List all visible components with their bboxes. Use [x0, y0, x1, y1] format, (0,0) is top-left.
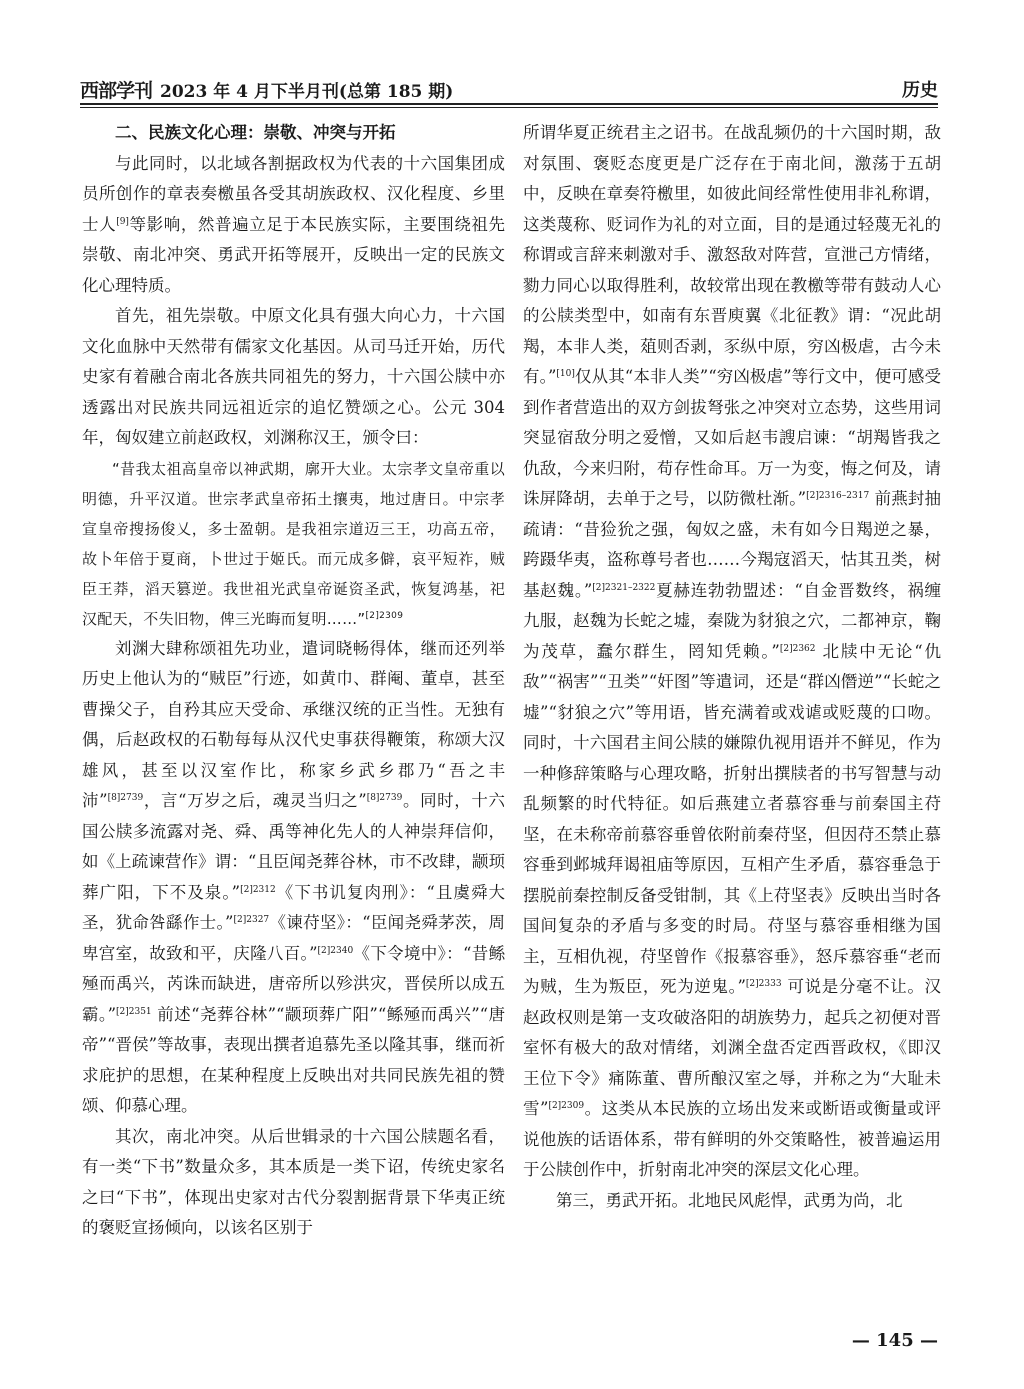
paragraph: 刘渊大肆称颂祖先功业，遣词晓畅得体，继而还列举历史上他认为的“贼臣”行迹，如黄巾、群阉、董卓，甚至曹操父子，自矜其应天受命、承继汉统的正当性。无独有偶，后赵政权的石勒每每从汉代史事获得鞭策，称颂大汉雄风，甚至以汉室作比，称家乡武乡郡乃“吾之丰沛”$^{[8]2739}$，言“万岁之后，魂灵当归之”$^{[8]2739}$。同时，十六国公牍多流露对尧、舜、禹等神化先人的人神崇拜信仰，如《上疏谏营作》谓：“且臣闻尧葬谷林，市不改肆，颛顼葬广阳，下不及泉。”$^{[2]2312}$《下书讥复肉刑》：“且虞舜大圣，犹命咎繇作士。”$^{[2]2327}$《谏苻坚》：“臣闻尧舜茅茨，周卑宫室，故致和平，庆隆八百。”$^{[2]2340}$《下令境中》：“昔鲧殛而禹兴，芮诛而缺进，唐帝所以殄洪灾，晋侯所以成五霸。”$^{[2]2351}$ 前述“尧葬谷林”“颛顼葬广阳”“鲧殛而禹兴”“唐帝”“晋侯”等故事，表现出撰者追慕先圣以隆其事，继而祈求庇护的思想，在某种程度上反映出对共同民族先祖的赞颂、仰慕心理。: [82, 638, 506, 1115]
citation: [2]2309: [548, 1101, 585, 1111]
citation: [9]: [116, 216, 129, 227]
section-heading: 二、民族文化心理：崇敬、冲突与开拓: [115, 123, 396, 142]
paragraph: 其次，南北冲突。从后世辑录的十六国公牍题名看，有一类“下书”数量众多，其本质是一类下诏，传统史家名之曰“下书”，体现出史家对古代分裂割据背景下华夷正统的褒贬宣扬倾向，以该名区别于: [82, 1126, 505, 1237]
header-rule-thin: [80, 107, 938, 108]
citation: [2]2309: [365, 610, 404, 621]
citation: [2]2362: [779, 643, 816, 654]
paragraph: 与此同时，以北域各割据政权为代表的十六国集团成员所创作的章表奏檄虽各受其胡族政权、汉化程度、乡里士人[9]等影响，然普遍立足于本民族实际，主要围绕祖先崇敬、南北冲突、勇武开拓等展开，反映出一定的民族文化心理特质。: [82, 153, 505, 295]
left-column: [82, 118, 505, 1244]
citation: [8]2739: [107, 793, 144, 803]
paragraph: 首先，祖先崇敬。中原文化具有强大向心力，十六国文化血脉中天然带有儒家文化基因。从司马迁开始，历代史家有着融合南北各族共同祖先的努力，十六国公牍中亦透露出对民族共同远祖近宗的追忆赞颂之心。公元 304 年，匈奴建立前赵政权，刘渊称汉王，颁令曰：: [82, 306, 505, 447]
citation: [2]2340: [317, 945, 354, 956]
header-rule: [80, 103, 938, 105]
journal-logo: 西部学刊: [80, 80, 153, 102]
paragraph: 第三，勇武开拓。北地民风彪悍，武勇为尚，北: [556, 1190, 903, 1210]
paragraph: 所谓华夏正统君主之诏书。在战乱频仍的十六国时期，敌对氛围、褒贬态度更是广泛存在于南北间，激荡于五胡中，反映在章奏符檄里，如彼此间经常性使用非礼称谓，这类蔑称、贬词作为礼的对立面，目的是通过轻蔑无礼的称谓或言辞来刺激对手、激怒敌对阵营，宣泄己方情绪，勠力同心以取得胜利，故较常出现在教檄等带有鼓动人心的公牍类型中，如南有东晋庾翼《北征教》谓：“况此胡羯，本非人类，葅则否剥，豕纵中原，穷凶极虐，古今未有。”[10]仅从其“本非人类”“穷凶极虐”等行文中，便可感受到作者营造出的双方剑拔弩张之冲突对立态势，这些用词突显宿敌分明之爱憎，又如后赵韦謏启谏：“胡羯皆我之仇敌，今来归附，苟存性命耳。万一为变，悔之何及，请诛屏降胡，去单于之号，以防微杜渐。”$^{[2]2316-2317}$ 前燕封抽疏请：“昔猃狁之强，匈奴之盛，未有如今日羯逆之暴，跨蹑华夷，盗称尊号者也……今羯寇滔天，怙其丑类，树基赵魏。”$^{[2]2321-2322}$夏赫连勃勃盟述：“自金晋数终，祸缠九服，赵魏为长蛇之墟，秦陇为豺狼之穴，二都神京，鞠为茂草，蠢尔群生，罔知凭赖。”$^{[2]2362}$ 北牍中无论“仇敌”“祸害”“丑类”“奸图”等遣词，还是“群凶僭逆”“长蛇之墟”“豺狼之穴”等用语，皆充满着或戏谑或贬蔑的口吻。同时，十六国君主间公牍的嫌隙仇视用语并不鲜见，作为一种修辞策略与心理攻略，折射出撰牍者的书写智慧与动乱频繁的时代特征。如后燕建立者慕容垂与前秦国主苻坚，在未称帝前慕容垂曾依附前秦苻坚，但因苻丕禁止慕容垂到邺城拜谒祖庙等原因，互相产生矛盾，慕容垂急于摆脱前秦控制反备受钳制，其《上苻坚表》反映出当时各国间复杂的矛盾与多变的时局。苻坚与慕容垂相继为国主，互相仇视，苻坚曾作《报慕容垂》，怒斥慕容垂“老而为贼，生为叛臣，死为逆鬼。”$^{[2]2333}$ 可说是分毫不让。汉赵政权则是第一支攻破洛阳的胡族势力，起兵之初便对晋室怀有极大的敌对情绪，刘渊全盘否定西晋政权，《即汉王位下令》痛陈董、曹所酿汉室之辱，并称之为“大耻未雪”$^{[2]2309}$。这类从本民族的立场出发来或断语或衡量或评说他族的话语体系，带有鲜明的外交策略性，被普遍运用于公牍创作中，折射南北冲突的深层文化心理。: [523, 123, 942, 1179]
citation: [2]2333: [745, 979, 782, 989]
citation: [2]2316–2317: [806, 491, 870, 501]
citation: [2]2351: [116, 1006, 152, 1017]
running-header: [80, 76, 938, 102]
section-label: 历史: [902, 80, 938, 101]
issue-info: 2023 年 4 月下半月刊(总第 185 期): [160, 82, 454, 102]
page-number: — 145 —: [851, 1330, 938, 1351]
citation: [2]2327: [233, 915, 270, 925]
citation: [8]2739: [366, 793, 403, 803]
right-column: [523, 118, 941, 1216]
citation: [2]2312: [240, 884, 276, 895]
block-quote: “昔我太祖高皇帝以神武期，廓开大业。太宗孝文皇帝重以明德，升平汉道。世宗孝武皇帝拓土攘夷，地过唐日。中宗孝宣皇帝搜扬俊乂，多士盈朝。是我祖宗道迈三王，功高五帝，故卜年倍于夏商，卜世过于姬氏。而元成多僻，哀平短祚，贼臣王莽，滔天篡逆。我世祖光武皇帝诞资圣武，恢复鸿基，祀汉配天，不失旧物，俾三光晦而复明……”$^{[2]2309}$: [82, 459, 505, 628]
citation: [2]2321–2322: [592, 582, 656, 593]
citation: [10]: [556, 369, 575, 379]
